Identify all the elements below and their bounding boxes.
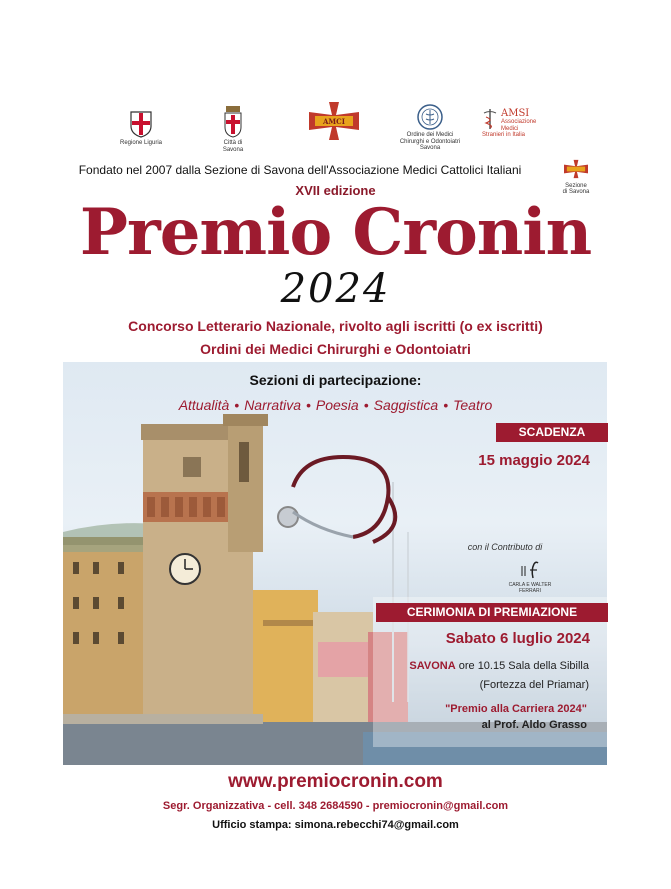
citta-savona-logo	[213, 105, 253, 153]
founded-note: Fondato nel 2007 dalla Sezione di Savona dell'Associazione Medici Cattolici Italiani	[78, 163, 522, 177]
deadline-date: 15 maggio 2024	[478, 452, 590, 469]
contribution-note: con il Contributo di	[467, 542, 543, 552]
regione-label: Regione Liguria	[119, 140, 163, 146]
citta-label: Città di Savona	[222, 140, 244, 153]
section-item: Saggistica	[373, 397, 439, 413]
career-award: "Premio alla Carriera 2024"	[445, 703, 587, 715]
sezione-label-1: Sezione	[565, 182, 587, 189]
section-item: Poesia	[315, 397, 359, 413]
ordine-label-1: Ordine dei Medici	[406, 132, 454, 138]
amci-logo	[308, 102, 360, 142]
ceremony-band: CERIMONIA DI PREMIAZIONE	[376, 603, 608, 622]
section-item: Narrativa	[244, 397, 301, 413]
website-link[interactable]: www.premiocronin.com	[228, 771, 443, 792]
press-contact[interactable]: Ufficio stampa: simona.rebecchi74@gmail.com	[212, 819, 459, 831]
section-item: Teatro	[453, 397, 493, 413]
ceremony-date: Sabato 6 luglio 2024	[445, 630, 590, 647]
career-award-recipient: al Prof. Aldo Grasso	[481, 719, 587, 731]
ceremony-time-place: ore 10.15 Sala della Sibilla	[458, 660, 589, 672]
section-item: Attualità	[178, 397, 230, 413]
logos-row	[0, 102, 671, 162]
amsi-label-1: Associazione Medici	[501, 119, 537, 132]
separator: •	[443, 397, 449, 413]
year-label: 2024	[280, 266, 391, 312]
separator: •	[234, 397, 240, 413]
ordine-label-2: Chirurghi e Odontoiatri	[399, 138, 461, 145]
deadline-band: SCADENZA	[496, 423, 608, 442]
separator: •	[305, 397, 311, 413]
edition-label: XVII edizione	[295, 183, 376, 198]
amci-cross-icon	[309, 102, 359, 140]
secretary-contact[interactable]: Segr. Organizzativa - cell. 348 2684590 - premiocronin@gmail.com	[162, 800, 509, 812]
fondazione-ferrari-logo	[500, 560, 560, 594]
ferrari-f-icon	[519, 560, 541, 580]
ordine-seal-icon	[417, 104, 443, 130]
page-title: Premio Cronin	[79, 195, 592, 270]
amsi-label-2: Stranieri in Italia	[482, 132, 526, 139]
regione-liguria-logo	[118, 110, 164, 147]
ordine-medici-logo	[390, 104, 470, 152]
citta-crest-icon	[222, 105, 244, 138]
subtitle-line-2: Ordini dei Medici Chirurghi e Odontoiatri	[200, 341, 471, 357]
sections-heading: Sezioni di partecipazione:	[249, 372, 422, 388]
sezione-label-2: di Savona	[562, 189, 590, 196]
fondazione-label: CARLA E WALTER FERRARI	[508, 582, 552, 594]
sezione-cross-icon	[564, 158, 588, 180]
ceremony-place	[360, 660, 589, 672]
ceremony-location: (Fortezza del Priamar)	[479, 679, 589, 691]
ordine-label-3: Savona	[419, 145, 441, 152]
subtitle-line-1: Concorso Letterario Nazionale, rivolto agli iscritti (o ex iscritti)	[128, 318, 543, 334]
amsi-caduceus-icon	[482, 108, 498, 130]
amsi-logo	[482, 108, 552, 139]
regione-shield-icon	[129, 110, 153, 138]
svg-text:AMCI: AMCI	[322, 117, 346, 126]
sections-list	[0, 397, 671, 413]
separator: •	[363, 397, 369, 413]
ceremony-city: SAVONA	[409, 660, 456, 672]
amsi-title: AMSI	[501, 108, 530, 119]
